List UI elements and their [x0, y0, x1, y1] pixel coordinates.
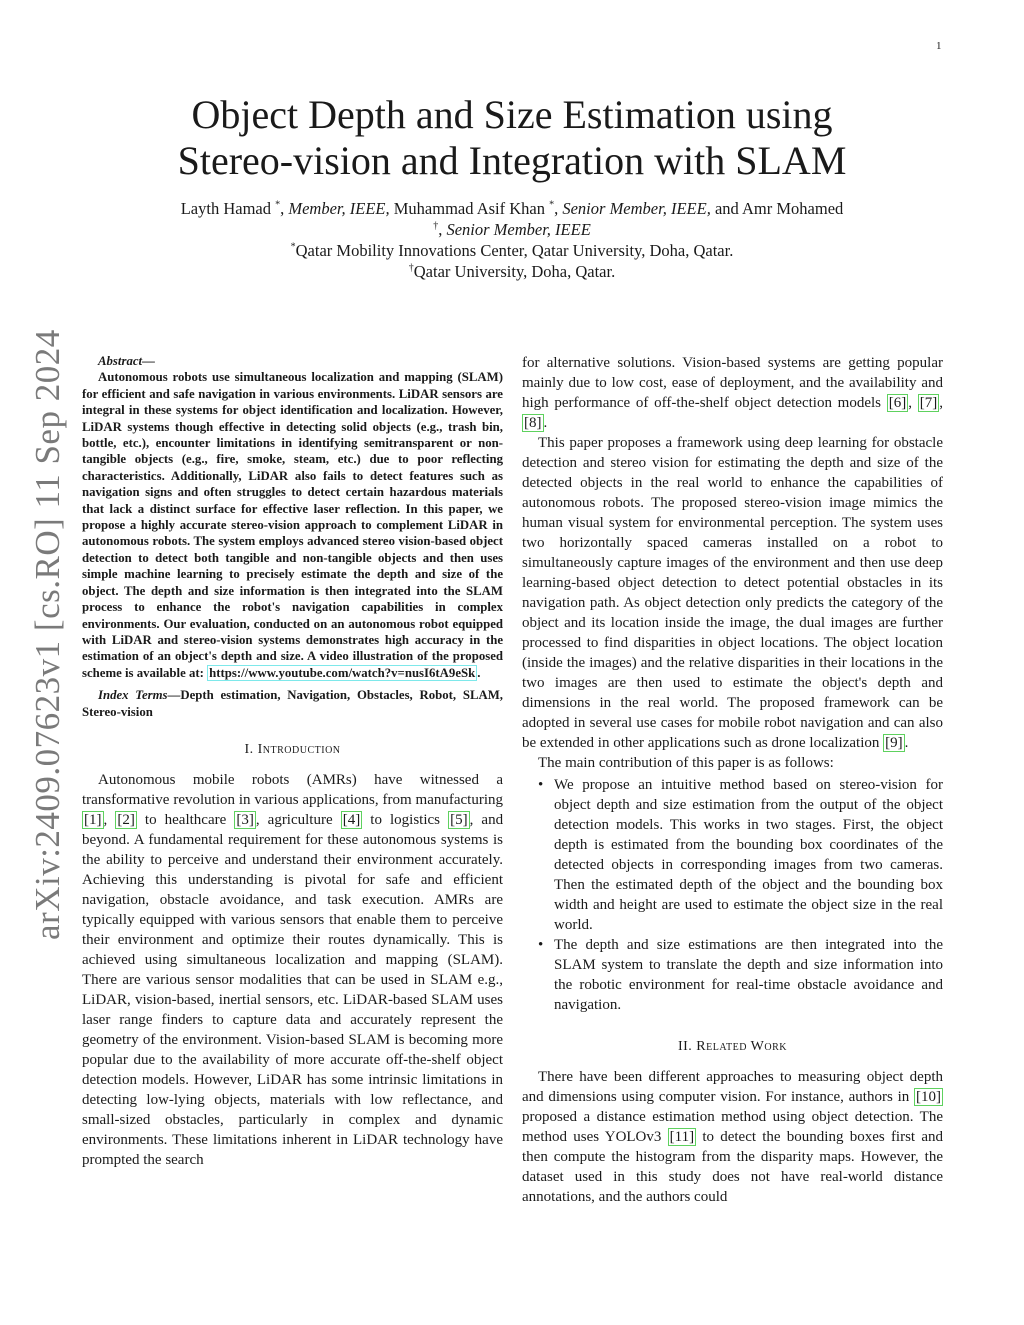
author-mark: †	[433, 220, 439, 232]
contribution-intro: The main contribution of this paper is as follows:	[538, 755, 834, 771]
title-line-2: Stereo-vision and Integration with SLAM	[177, 138, 847, 183]
index-terms-text: —Depth estimation, Navigation, Obstacles, Robot, SLAM, Stereo-vision	[82, 688, 503, 719]
affiliation-mark: *	[290, 241, 296, 253]
title-line-1: Object Depth and Size Estimation using	[191, 92, 833, 137]
list-item: • We propose an intuitive method based on stereo-vision for object depth and size estimation from the output of the object detection models. This works in two stages. First, the object depth is estimated from the bounding box coordinates of the detected objects in corresponding images from two cameras. Then the estimated depth of the object and the bounding box width and height are used to estimate the object size in the real world.	[554, 775, 943, 935]
author-name: Muhammad Asif Khan	[393, 199, 545, 218]
text-run: , agriculture	[255, 811, 333, 828]
arxiv-stamp: arXiv:2409.07623v1 [cs.RO] 11 Sep 2024	[28, 329, 67, 940]
author-mark: *	[275, 199, 281, 211]
citation-link[interactable]: [4]	[342, 811, 361, 828]
abstract-heading: Abstract—	[98, 354, 155, 368]
index-terms-label: Index Terms	[98, 688, 168, 703]
text-run: for alternative solutions. Vision-based systems are getting popular mainly due to low cost, ease of deployment, and the availability and high performance of off-the-shelf object detection models	[522, 355, 943, 411]
abstract-end: .	[477, 665, 481, 680]
contribution-list	[522, 775, 943, 1015]
abstract	[82, 353, 503, 681]
page-number: 1	[936, 40, 942, 52]
left-column	[82, 353, 503, 1170]
citation-link[interactable]: [1]	[84, 811, 102, 828]
citation-link[interactable]: [3]	[236, 811, 254, 828]
right-paragraph-1: for alternative solutions. Vision-based systems are getting popular mainly due to low cost, ease of deployment, and the availability and high performance of off-the-shelf object detection models [6] , [7] , [8] .	[522, 355, 944, 431]
citation-link[interactable]: [11]	[669, 1129, 695, 1145]
right-column	[522, 353, 943, 1207]
author-name: and Amr Mohamed	[714, 199, 844, 218]
text-run: to detect the bounding boxes first and then compute the histogram from the disparity maps. However, the dataset used in this study does not have real-world distance annotations, and the authors could	[522, 1129, 943, 1205]
author-line-1: Layth Hamad *, Member, IEEE, Muhammad Asif Khan *, Senior Member, IEEE, and Amr Mohamed	[180, 199, 844, 218]
affiliation-1	[100, 240, 924, 261]
section-title-introduction: I. Introduction	[244, 741, 341, 757]
video-link[interactable]: https://www.youtube.com/watch?v=nusI6tA9eSk	[209, 665, 476, 680]
affiliation-text: Qatar Mobility Innovations Center, Qatar University, Doha, Qatar.	[295, 241, 734, 260]
text-run: proposed a distance estimation method using object detection. The method uses YOLOv3	[522, 1109, 943, 1145]
citation-link[interactable]: [10]	[916, 1089, 942, 1105]
affiliation-2	[100, 261, 924, 282]
text-run: This paper proposes a framework using deep learning for obstacle detection and stereo vision for estimating the depth and size of the detected objects in the real world to enhance the capabilities of autonomous robots. The proposed stereo-vision image mimics the human visual system for environmental perception. The system uses two horizontally spaced cameras installed on a robot to simultaneously capture images of the environment and then use deep learning-based object detection to detect potential obstacles in its navigation path. As object detection only predicts the category of the object and its location inside the image, the dual images are further processed to find disparities in object locations. The object location (inside the images) and the relative disparities in their locations in the two images are then used to estimate the object's depth and dimensions in the real world. The proposed framework can be adopted in several use cases for mobile robot navigation and can also be extended in other applications such as drone localization	[522, 435, 943, 751]
text-run: to healthcare	[144, 811, 227, 828]
text-run: Autonomous mobile robots (AMRs) have witnessed a transformative revolution in various applications, from manufacturing	[82, 771, 503, 808]
citation-link[interactable]: [5]	[450, 811, 468, 828]
right-paragraph-2: This paper proposes a framework using deep learning for obstacle detection and stereo vision for estimating the depth and size of the detected objects in the real world to enhance the capabilities of autonomous robots. The proposed stereo-vision image mimics the human visual system for environmental perception. The system uses two horizontally spaced cameras installed on a robot to simultaneously capture images of the environment and then use deep learning-based object detection to detect potential obstacles in its navigation path. As object detection only predicts the category of the object and its location inside the image, the dual images are further processed to find disparities in object locations. The object location (inside the images) and the relative disparities in their locations in the two images are then used to estimate the object's depth and dimensions in the real world. The proposed framework can be adopted in several use cases for mobile robot navigation and can also be extended in other applications such as drone localization [9] .	[522, 435, 943, 751]
text-run: There have been different approaches to measuring object depth and dimensions using computer vision. For instance, authors in	[522, 1069, 943, 1105]
text-run: to logistics	[370, 811, 441, 828]
citation-link[interactable]: [8]	[524, 415, 542, 431]
author-role: Senior Member, IEEE	[446, 220, 591, 239]
affiliation-text: Qatar University, Doha, Qatar.	[413, 262, 616, 281]
section-title-related-work: II. Related Work	[677, 1039, 787, 1054]
intro-paragraph: Autonomous mobile robots (AMRs) have witnessed a transformative revolution in various applications, from manufacturing [1] , [2] to healthcare [3] , agriculture [4] to logistics [5] , and beyond. A fundamental requirement for these autonomous systems is the ability to perceive and understand their environment accurately. Achieving this understanding is pivotal for safe and efficient navigation, obstacle avoidance, and task execution. AMRs are typically equipped with various sensors that enable them to perceive their environment and optimize their routes dynamically. This is achieved using simultaneous localization and mapping (SLAM). There are various sensor modalities that can be used in SLAM e.g., LiDAR, vision-based, inertial sensors, etc. LiDAR-based SLAM uses laser range finders to capture data and accurately represent the geometry of the environment. Vision-based SLAM is becoming more popular due to the availability of more accurate off-the-shelf object detection models. However, LiDAR has some intrinsic limitations in detecting low-lying objects, materials with low reflectance, and small-sized obstacles, particularly in complex and dynamic environments. These limitations inherent in LiDAR technology have prompted the search	[82, 771, 504, 1168]
citation-link[interactable]: [2]	[117, 811, 135, 828]
author-line-2: †, Senior Member, IEEE	[433, 220, 591, 239]
author-role: Member, IEEE,	[288, 199, 390, 218]
author-role: Senior Member, IEEE,	[562, 199, 711, 218]
author-block	[100, 198, 924, 282]
index-terms	[82, 687, 503, 720]
list-item: • The depth and size estimations are then integrated into the SLAM system to translate the depth and size information into the robotic environment for real-time obstacle avoidance and navigation.	[554, 935, 943, 1015]
citation-link[interactable]: [6]	[888, 395, 907, 411]
citation-link[interactable]: [9]	[885, 735, 903, 751]
text-run: , and beyond. A fundamental requirement for these autonomous systems is the ability to perceive and understand their environment accurately. Achieving this understanding is pivotal for safe and efficient navigation, obstacle avoidance, and task execution. AMRs are typically equipped with various sensors that enable them to perceive their environment and optimize their routes dynamically. This is achieved using simultaneous localization and mapping (SLAM). There are various sensor modalities that can be used in SLAM e.g., LiDAR, vision-based, inertial sensors, etc. LiDAR-based SLAM uses laser range finders to capture data and accurately represent the geometry of the environment. Vision-based SLAM is becoming more popular due to the availability of more accurate off-the-shelf object detection models. However, LiDAR has some intrinsic limitations in detecting low-lying objects, materials with low reflectance, and small-sized obstacles, particularly in complex and dynamic environments. These limitations inherent in LiDAR technology have prompted the search	[82, 811, 504, 1168]
citation-link[interactable]: [7]	[919, 395, 938, 411]
related-work-paragraph	[522, 1067, 943, 1207]
author-mark: *	[549, 199, 555, 211]
paper-title	[120, 92, 904, 184]
abstract-body	[82, 369, 503, 681]
author-name: Layth Hamad	[180, 199, 271, 218]
abstract-text: Autonomous robots use simultaneous localization and mapping (SLAM) for efficient and safe navigation in various environments. LiDAR sensors are integral in these systems for object identification and localization. However, LiDAR systems though effective in detecting solid objects (e.g., trash bin, bottle, etc.), encounter limitations in identifying semitransparent or non-tangible objects (e.g., fire, smoke, steam, etc.) due to poor reflecting characteristics. Additionally, LiDAR also fails to detect features such as navigation signs and often struggles to detect certain hazardous materials that lack a distinct surface for effective laser reflection. In this paper, we propose a highly accurate stereo-vision approach to complement LiDAR in autonomous robots. The system employs advanced stereo vision-based object detection to detect both tangible and non-tangible objects and then uses simple machine learning to precisely estimate the depth and size of the object. The depth and size information is then integrated into the SLAM process to enhance the robot's navigation capabilities in complex environments. Our evaluation, conducted on an autonomous robot equipped with LiDAR and stereo-vision systems demonstrates high accuracy in the estimation of an object's depth and size. A video illustration of the proposed scheme is available at:	[82, 370, 503, 680]
affiliation-mark: †	[408, 262, 414, 274]
